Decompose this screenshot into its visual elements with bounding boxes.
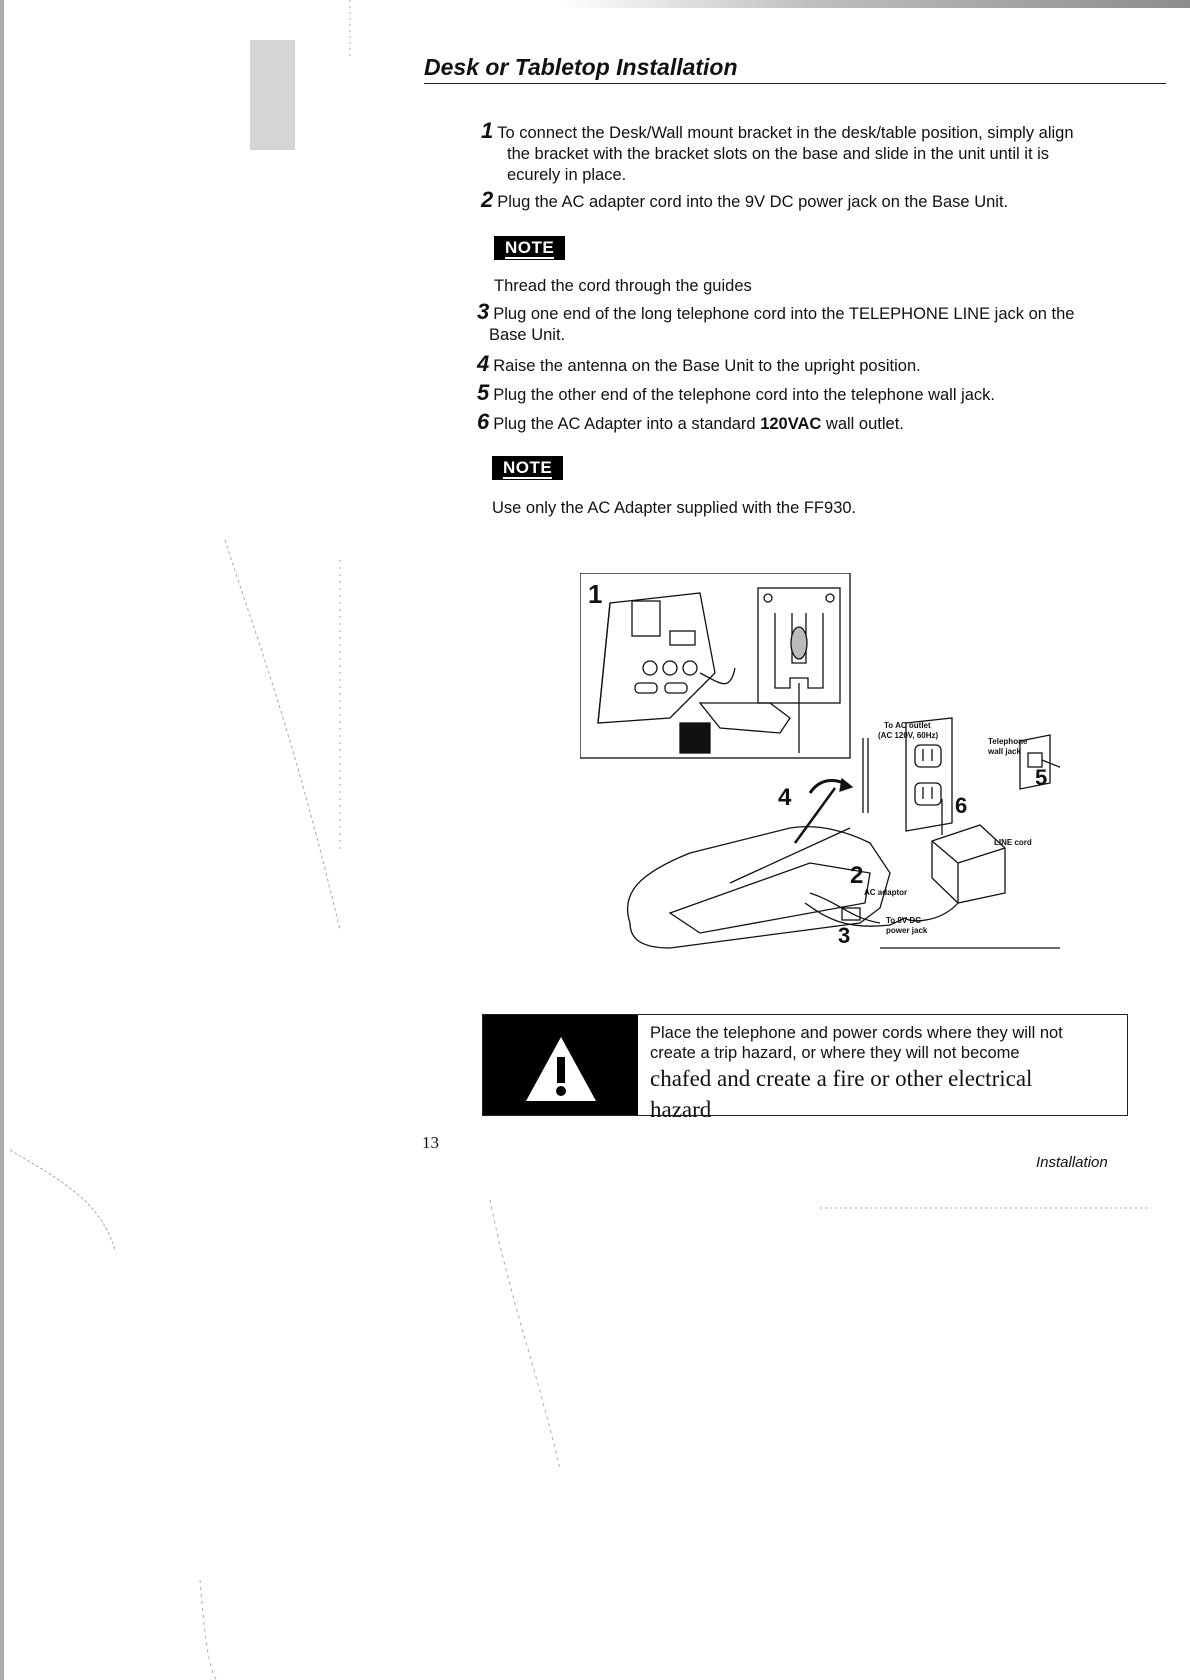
callout-3: 3 (838, 923, 851, 948)
step-1-number: 1 (481, 118, 494, 143)
footer-section-label: Installation (1036, 1154, 1108, 1171)
step-4-text: Raise the antenna on the Base Unit to the upright position. (493, 357, 921, 375)
inset-arrow (680, 723, 710, 753)
inset-frame (580, 573, 850, 758)
note-text-1: Thread the cord through the guides (494, 277, 752, 295)
callout-4: 4 (778, 784, 792, 811)
callout-2: 2 (850, 862, 864, 889)
warning-text (638, 1015, 1075, 1122)
step-5-number: 5 (477, 380, 490, 405)
warning-line-3: chafed and create a fire or other electrical (650, 1066, 1033, 1091)
label-to-ac-outlet: To AC outlet (884, 721, 931, 730)
step-2-number: 2 (481, 187, 494, 212)
inset-bracket (700, 703, 790, 733)
callout-5: 5 (1035, 765, 1048, 790)
warning-box (482, 1014, 1128, 1122)
step-4 (477, 353, 1167, 377)
scan-top-shadow (560, 0, 1190, 8)
step-1-line-2: the bracket with the bracket slots on the base and slide in the unit until it is (507, 145, 1050, 163)
ac-adaptor (932, 825, 1005, 903)
step-6-text-before: Plug the AC Adapter into a standard (493, 415, 761, 433)
step-5 (477, 382, 1167, 406)
step-3-line-1: Plug one end of the long telephone cord into the TELEPHONE LINE jack on the (493, 305, 1075, 323)
step-4-number: 4 (477, 351, 490, 376)
page-number: 13 (422, 1133, 439, 1152)
callout-6: 6 (955, 793, 968, 818)
step-3-number: 3 (477, 299, 490, 324)
note-badge-2: NOTE (492, 456, 563, 480)
label-line-cord: LINE cord (994, 838, 1032, 847)
inset-base-unit (598, 593, 715, 723)
callout-1: 1 (588, 579, 603, 609)
label-ac-adaptor: AC adaptor (864, 888, 908, 897)
step-1-line-3: ecurely in place. (507, 166, 627, 184)
step-6-voltage: 120VAC (760, 415, 822, 433)
warning-line-1: Place the telephone and power cords where they will not (650, 1024, 1063, 1042)
step-5-text: Plug the other end of the telephone cord into the telephone wall jack. (493, 386, 996, 404)
step-2-text: Plug the AC adapter cord into the 9V DC power jack on the Base Unit. (497, 193, 1009, 211)
step-1-line-1: To connect the Desk/Wall mount bracket in the desk/table position, simply align (497, 124, 1074, 142)
label-wall-jack: wall jack (988, 747, 1021, 756)
step-2 (481, 189, 1171, 213)
warning-line-4: hazard (650, 1097, 712, 1122)
scan-edge (0, 0, 4, 1680)
label-power-jack: power jack (886, 926, 928, 935)
installation-diagram (580, 573, 1060, 953)
step-1 (481, 120, 1171, 186)
step-6 (477, 411, 1167, 435)
step-6-number: 6 (477, 409, 490, 434)
page-title: Desk or Tabletop Installation (424, 54, 1166, 84)
warning-panel (483, 1015, 638, 1115)
warning-line-2: create a trip hazard, or where they will not become (650, 1044, 1020, 1062)
note-badge-1: NOTE (494, 236, 565, 260)
note-text-2: Use only the AC Adapter supplied with the FF930. (492, 499, 857, 517)
step-6-text-after: wall outlet. (821, 415, 904, 433)
antenna-mast (863, 738, 868, 813)
label-to-9v-dc: To 9V DC (886, 916, 921, 925)
step-3-line-2: Base Unit. (489, 326, 566, 344)
step-3 (477, 301, 1167, 346)
warning-triangle-icon (523, 1033, 599, 1105)
label-telephone: Telephone (988, 737, 1028, 746)
label-ac-spec: (AC 120V, 60Hz) (878, 731, 939, 740)
